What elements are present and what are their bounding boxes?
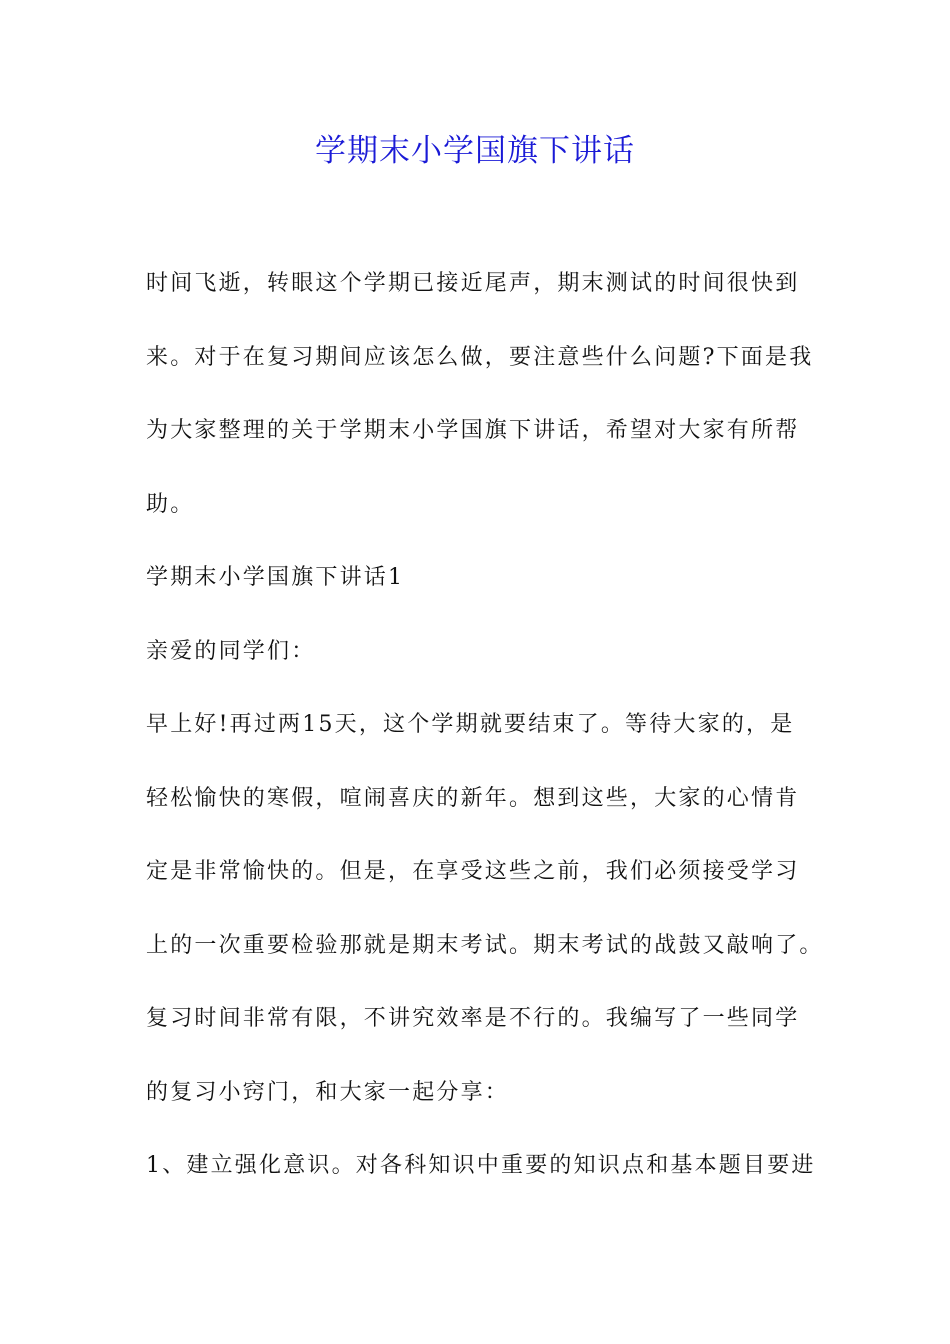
body-line-1: 时间飞逝，转眼这个学期已接近尾声，期末测试的时间很快到	[146, 271, 800, 296]
body-line-8: 轻松愉快的寒假，喧闹喜庆的新年。想到这些，大家的心情肯	[146, 785, 800, 811]
body-line-12: 的复习小窍门，和大家一起分享：	[146, 1079, 510, 1105]
body-line-13: 1、建立强化意识。对各科知识中重要的知识点和基本题目要进	[146, 1153, 816, 1178]
body-line-9: 定是非常愉快的。但是，在享受这些之前，我们必须接受学习	[146, 859, 800, 884]
body-line-2: 来。对于在复习期间应该怎么做，要注意些什么问题?下面是我	[146, 344, 814, 370]
body-line-3: 为大家整理的关于学期末小学国旗下讲话，希望对大家有所帮	[146, 418, 800, 443]
body-line-4: 助。	[146, 491, 195, 517]
document-body	[146, 270, 826, 1226]
section-heading: 学期末小学国旗下讲话1	[146, 565, 405, 590]
body-line-10: 上的一次重要检验那就是期末考试。期末考试的战鼓又敲响了。	[146, 932, 824, 958]
document-title: 学期末小学国旗下讲话	[315, 133, 635, 169]
salutation: 亲爱的同学们：	[146, 638, 316, 664]
body-line-11: 复习时间非常有限，不讲究效率是不行的。我编写了一些同学	[146, 1006, 800, 1031]
body-line-7: 早上好!再过两15天，这个学期就要结束了。等待大家的，是	[146, 712, 795, 737]
